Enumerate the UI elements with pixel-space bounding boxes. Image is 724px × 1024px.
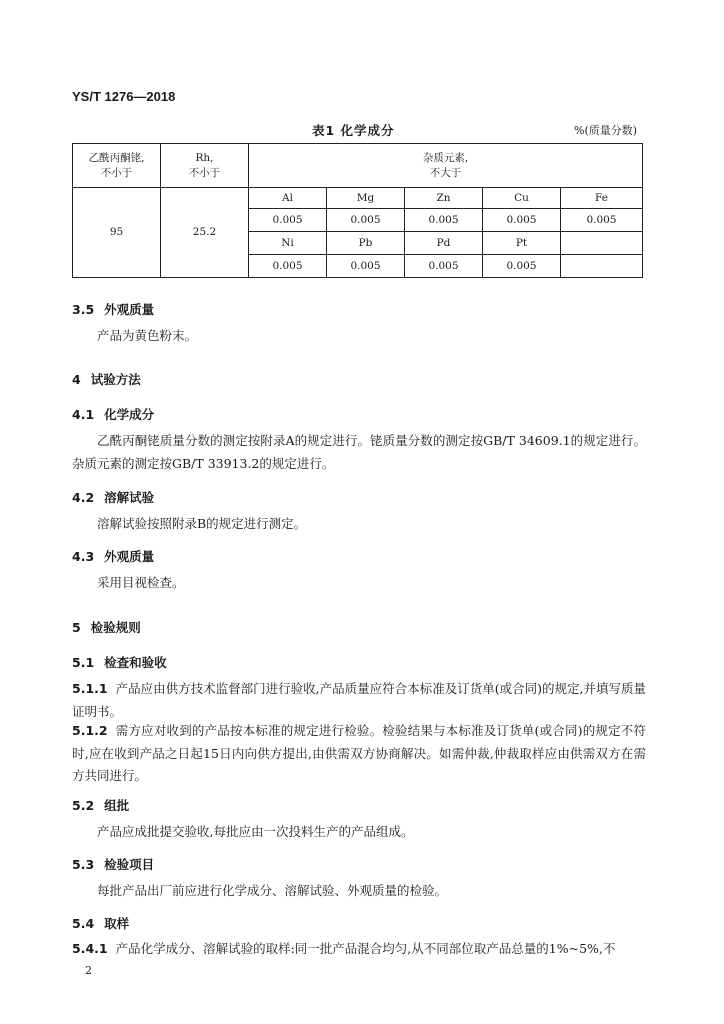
element-label: Pt (483, 232, 561, 255)
table-row (73, 188, 643, 209)
paragraph-3-5: 产品为黄色粉末。 (97, 328, 198, 343)
element-value: 0.005 (249, 209, 327, 232)
section-title: 取样 (104, 916, 130, 931)
section-title: 化学成分 (104, 407, 155, 422)
section-heading-5 (72, 618, 141, 636)
paragraph-4-3: 采用目视检查。 (97, 575, 185, 590)
section-heading-3-5 (72, 300, 154, 318)
element-label: Pb (327, 232, 405, 255)
paragraph-5-3: 每批产品出厂前应进行化学成分、溶解试验、外观质量的检验。 (97, 883, 448, 898)
paragraph-4-2: 溶解试验按照附录B的规定进行测定。 (97, 516, 307, 531)
section-title: 组批 (104, 798, 130, 813)
element-label: Fe (561, 188, 643, 209)
section-number: 5.3 (72, 857, 95, 872)
item-text: 产品化学成分、溶解试验的取样:同一批产品混合均匀,从不同部位取产品总量的1%~5%,不 (115, 941, 616, 956)
element-value: 0.005 (483, 209, 561, 232)
section-title: 外观质量 (104, 549, 155, 564)
section-title: 溶解试验 (104, 490, 155, 505)
header-rh-line1: Rh, (195, 151, 214, 164)
section-number: 4.1 (72, 407, 95, 422)
section-title: 检验规则 (90, 620, 141, 635)
element-label: Ni (249, 232, 327, 255)
element-value: 0.005 (405, 209, 483, 232)
element-label: Cu (483, 188, 561, 209)
header-impurities (249, 144, 643, 188)
element-value-empty (561, 255, 643, 278)
table-caption: 表1 化学成分 (312, 123, 395, 138)
section-title: 外观质量 (104, 302, 155, 317)
header-rh-acac (73, 144, 161, 188)
section-number: 5.1 (72, 655, 95, 670)
section-number: 4.3 (72, 549, 95, 564)
element-label-empty (561, 232, 643, 255)
section-heading-5-1 (72, 653, 167, 671)
header-rh-acac-line2: 不小于 (100, 166, 133, 179)
element-value: 0.005 (327, 209, 405, 232)
standard-code: YS/T 1276—2018 (72, 89, 176, 104)
section-title: 试验方法 (90, 372, 141, 387)
item-text: 产品应由供方技术监督部门进行验收,产品质量应符合本标准及订货单(或合同)的规定,并填写质量证明书。 (72, 681, 646, 719)
chemical-composition-table (72, 143, 643, 278)
element-label: Zn (405, 188, 483, 209)
section-number: 5 (72, 620, 81, 635)
cell-rh-acac-value: 95 (73, 188, 161, 278)
section-number: 4 (72, 372, 81, 387)
section-heading-4-3 (72, 547, 154, 565)
table-unit: %(质量分数) (574, 124, 638, 137)
section-number: 5.2 (72, 798, 95, 813)
section-heading-4-2 (72, 488, 154, 506)
section-number: 4.2 (72, 490, 95, 505)
header-impurities-line1: 杂质元素, (422, 151, 469, 164)
paragraph-5-1-1 (72, 678, 646, 723)
element-value: 0.005 (327, 255, 405, 278)
paragraph-5-2: 产品应成批提交验收,每批应由一次投料生产的产品组成。 (97, 824, 414, 839)
header-rh-line2: 不小于 (188, 166, 221, 179)
header-rh (161, 144, 249, 188)
element-value: 0.005 (405, 255, 483, 278)
element-value: 0.005 (249, 255, 327, 278)
element-label: Pd (405, 232, 483, 255)
table-header-row (73, 144, 643, 188)
element-value: 0.005 (561, 209, 643, 232)
section-title: 检查和验收 (104, 655, 167, 670)
page-number: 2 (85, 964, 92, 977)
section-heading-4-1 (72, 405, 154, 423)
item-text: 需方应对收到的产品按本标准的规定进行检验。检验结果与本标准及订货单(或合同)的规定不符时,应在收到产品之日起15日内向供方提出,由供需双方协商解决。如需仲裁,仲裁取样应由供需双方在需方共同进行。 (72, 723, 646, 783)
cell-rh-value: 25.2 (161, 188, 249, 278)
item-number: 5.1.1 (72, 681, 108, 696)
item-number: 5.1.2 (72, 723, 108, 738)
section-heading-5-4 (72, 914, 129, 932)
element-label: Mg (327, 188, 405, 209)
section-title: 检验项目 (104, 857, 155, 872)
section-heading-4 (72, 370, 141, 388)
section-number: 5.4 (72, 916, 95, 931)
paragraph-5-1-2 (72, 720, 646, 788)
paragraph-4-1: 乙酰丙酮铑质量分数的测定按附录A的规定进行。铑质量分数的测定按GB/T 34609.1的规定进行。杂质元素的测定按GB/T 33913.2的规定进行。 (72, 433, 646, 471)
paragraph-5-4-1 (72, 938, 646, 961)
element-value: 0.005 (483, 255, 561, 278)
element-label: Al (249, 188, 327, 209)
section-heading-5-2 (72, 796, 129, 814)
item-number: 5.4.1 (72, 941, 108, 956)
section-heading-5-3 (72, 855, 154, 873)
section-number: 3.5 (72, 302, 95, 317)
header-impurities-line2: 不大于 (429, 166, 462, 179)
header-rh-acac-line1: 乙酰丙酮铑, (88, 151, 145, 164)
